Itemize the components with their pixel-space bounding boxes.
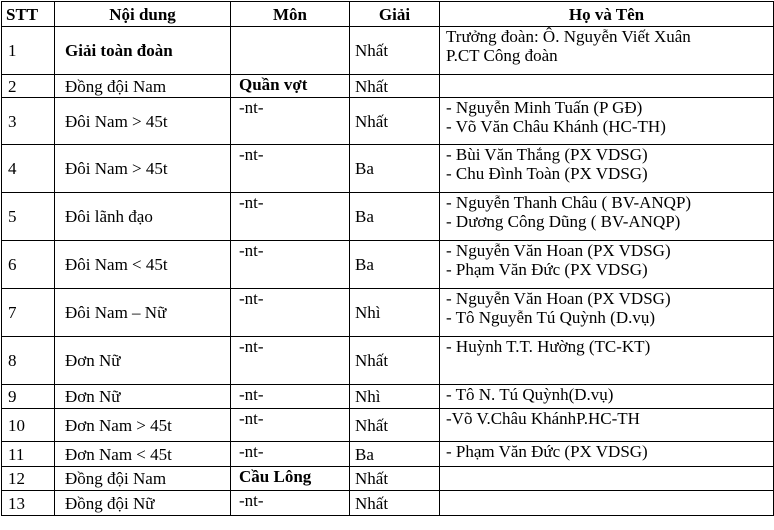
content-cell: Đơn Nữ [55, 337, 231, 385]
name-line: - Dương Công Dũng ( BV-ANQP) [446, 212, 681, 231]
content-cell: Đơn Nữ [55, 385, 231, 409]
stt-cell: 3 [2, 98, 55, 145]
name-line: Trưởng đoàn: Ô. Nguyễn Viết Xuân [446, 27, 691, 46]
stt-cell: 7 [2, 289, 55, 337]
table-row [2, 491, 774, 516]
stt-cell: 1 [2, 27, 55, 75]
name-line: - Phạm Văn Đức (PX VDSG) [446, 260, 648, 279]
giai-cell: Ba [350, 442, 440, 467]
mon-cell: -nt- [231, 337, 350, 385]
table-row [2, 27, 774, 75]
giai-cell: Nhất [350, 75, 440, 98]
table-row [2, 241, 774, 289]
header-noi-dung: Nội dung [55, 2, 231, 27]
table-row [2, 145, 774, 193]
stt-cell: 2 [2, 75, 55, 98]
content-cell: Đôi Nam > 45t [55, 98, 231, 145]
content-cell: Đơn Nam > 45t [55, 409, 231, 442]
table-row [2, 75, 774, 98]
stt-cell: 5 [2, 193, 55, 241]
names-cell [440, 409, 774, 442]
name-line: - Nguyễn Văn Hoan (PX VDSG) [446, 241, 671, 260]
stt-cell: 12 [2, 467, 55, 491]
names-cell [440, 289, 774, 337]
table-row [2, 98, 774, 145]
stt-cell: 8 [2, 337, 55, 385]
header-stt: STT [2, 2, 55, 27]
name-line: P.CT Công đoàn [446, 46, 558, 65]
name-line: - Nguyễn Minh Tuấn (P GĐ) [446, 98, 643, 117]
name-line: - Chu Đình Toàn (PX VDSG) [446, 164, 648, 183]
stt-cell: 4 [2, 145, 55, 193]
names-cell [440, 467, 774, 491]
content-cell: Đôi Nam – Nữ [55, 289, 231, 337]
giai-cell: Nhất [350, 98, 440, 145]
table-row [2, 409, 774, 442]
giai-cell: Ba [350, 145, 440, 193]
giai-cell: Ba [350, 193, 440, 241]
table-body [2, 27, 774, 516]
giai-cell: Nhất [350, 337, 440, 385]
table-row [2, 289, 774, 337]
content-cell: Đồng đội Nam [55, 75, 231, 98]
content-cell: Đôi lãnh đạo [55, 193, 231, 241]
table-row [2, 385, 774, 409]
mon-cell: -nt- [231, 442, 350, 467]
names-cell [440, 241, 774, 289]
mon-cell: -nt- [231, 289, 350, 337]
name-line: - Phạm Văn Đức (PX VDSG) [446, 442, 648, 461]
table-row [2, 467, 774, 491]
mon-cell: -nt- [231, 385, 350, 409]
giai-cell: Nhì [350, 385, 440, 409]
mon-cell: -nt- [231, 491, 350, 516]
names-cell [440, 385, 774, 409]
names-cell [440, 27, 774, 75]
mon-cell: Cầu Lông [231, 467, 350, 491]
name-line: - Nguyễn Thanh Châu ( BV-ANQP) [446, 193, 692, 212]
stt-cell: 10 [2, 409, 55, 442]
name-line: - Võ Văn Châu Khánh (HC-TH) [446, 117, 666, 136]
mon-cell: -nt- [231, 98, 350, 145]
name-line: - Huỳnh T.T. Hường (TC-KT) [446, 337, 651, 356]
giai-cell: Nhất [350, 491, 440, 516]
giai-cell: Nhất [350, 409, 440, 442]
content-cell: Đơn Nam < 45t [55, 442, 231, 467]
mon-cell [231, 27, 350, 75]
stt-cell: 13 [2, 491, 55, 516]
names-cell [440, 98, 774, 145]
content-cell: Đồng đội Nữ [55, 491, 231, 516]
stt-cell: 6 [2, 241, 55, 289]
name-line: - Tô N. Tú Quỳnh(D.vụ) [446, 385, 614, 404]
mon-cell: -nt- [231, 409, 350, 442]
names-cell [440, 193, 774, 241]
table-row [2, 442, 774, 467]
table-row [2, 193, 774, 241]
content-cell: Đôi Nam > 45t [55, 145, 231, 193]
header-row [2, 2, 774, 27]
stt-cell: 11 [2, 442, 55, 467]
mon-cell: -nt- [231, 145, 350, 193]
content-cell: Đồng đội Nam [55, 467, 231, 491]
name-line: -Võ V.Châu KhánhP.HC-TH [446, 409, 640, 428]
giai-cell: Nhì [350, 289, 440, 337]
giai-cell: Nhất [350, 467, 440, 491]
name-line: - Bùi Văn Thắng (PX VDSG) [446, 145, 648, 164]
names-cell [440, 491, 774, 516]
mon-cell: -nt- [231, 193, 350, 241]
name-line: - Nguyễn Văn Hoan (PX VDSG) [446, 289, 671, 308]
names-cell [440, 442, 774, 467]
content-cell: Giải toàn đoàn [55, 27, 231, 75]
header-ho-va-ten: Họ và Tên [440, 2, 774, 27]
giai-cell: Nhất [350, 27, 440, 75]
mon-cell: Quần vợt [231, 75, 350, 98]
stt-cell: 9 [2, 385, 55, 409]
mon-cell: -nt- [231, 241, 350, 289]
header-giai: Giải [350, 2, 440, 27]
table-row [2, 337, 774, 385]
giai-cell: Ba [350, 241, 440, 289]
names-cell [440, 337, 774, 385]
names-cell [440, 75, 774, 98]
content-cell: Đôi Nam < 45t [55, 241, 231, 289]
awards-table [1, 1, 774, 516]
name-line: - Tô Nguyễn Tú Quỳnh (D.vụ) [446, 308, 656, 327]
header-mon: Môn [231, 2, 350, 27]
names-cell [440, 145, 774, 193]
